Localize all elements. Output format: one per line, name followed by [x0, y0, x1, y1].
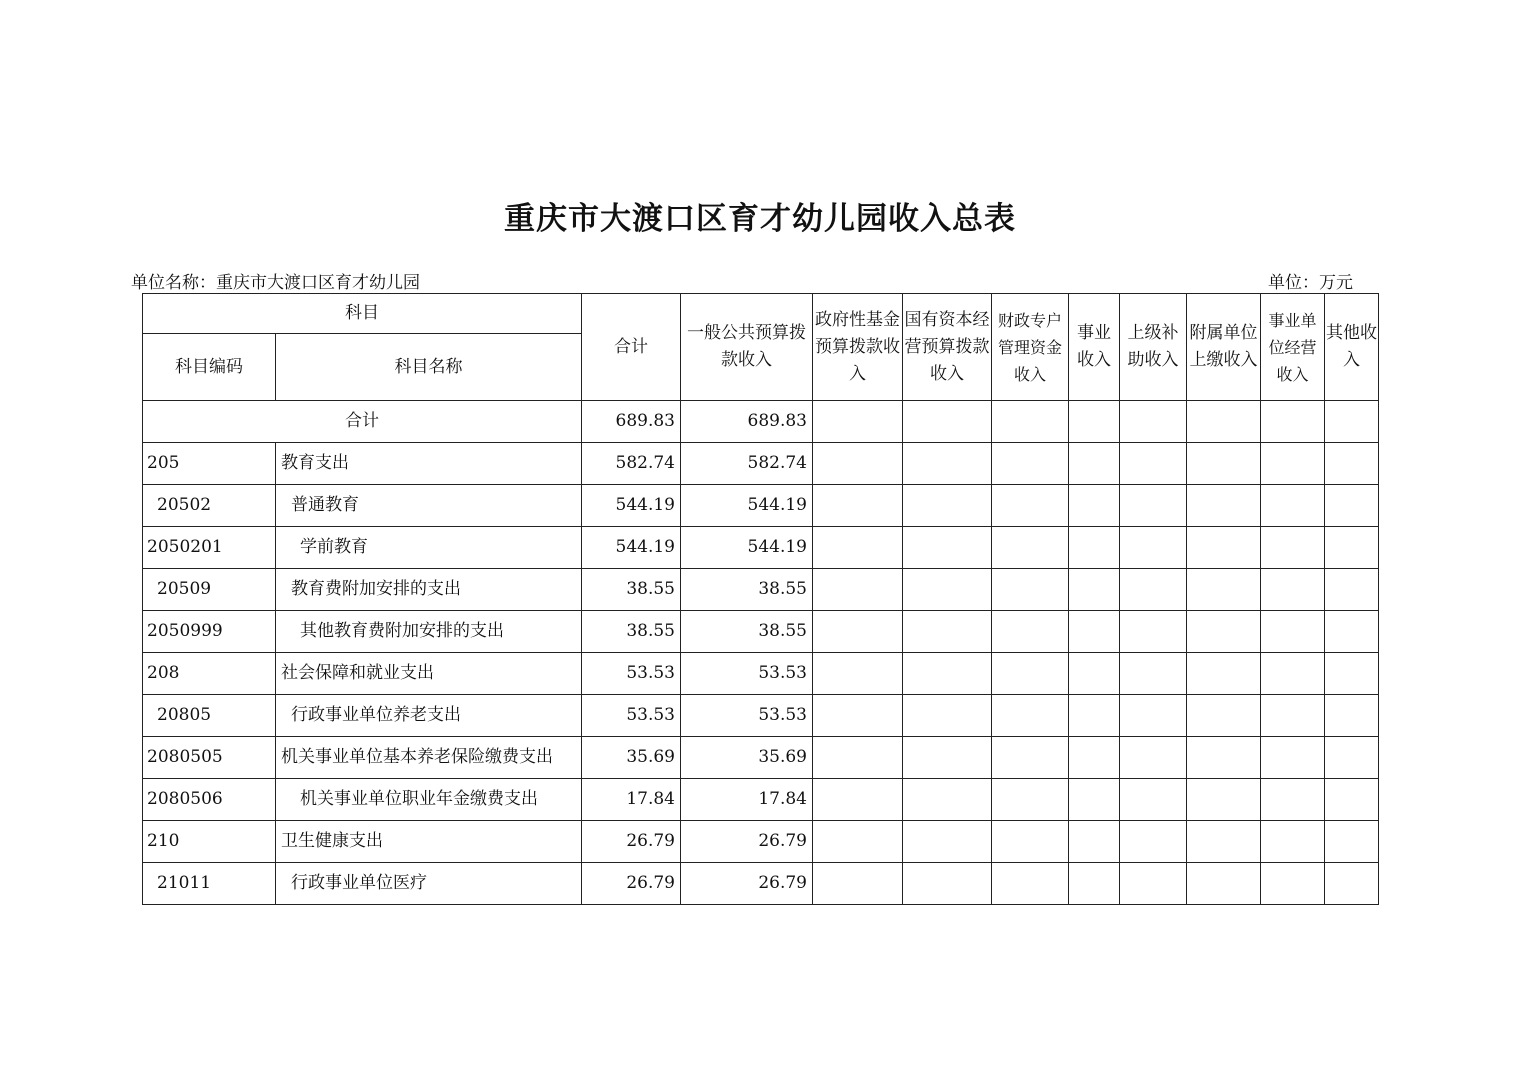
header-business-income: 事业收入	[1069, 294, 1120, 401]
empty-cell	[1120, 401, 1187, 443]
header-subject: 科目	[143, 294, 582, 334]
total-cell: 17.84	[582, 779, 681, 821]
subject-code-cell: 2080506	[143, 779, 276, 821]
subject-name-cell: 行政事业单位医疗	[276, 863, 582, 905]
empty-cell	[813, 443, 903, 485]
empty-cell	[1261, 779, 1325, 821]
empty-cell	[903, 653, 992, 695]
empty-cell	[1325, 779, 1379, 821]
empty-cell	[903, 737, 992, 779]
table-row	[143, 737, 1379, 779]
empty-cell	[1069, 569, 1120, 611]
empty-cell	[1069, 443, 1120, 485]
subject-name-cell: 普通教育	[276, 485, 582, 527]
empty-cell	[992, 443, 1069, 485]
empty-cell	[813, 527, 903, 569]
empty-cell	[903, 695, 992, 737]
empty-cell	[1120, 653, 1187, 695]
total-cell: 582.74	[582, 443, 681, 485]
empty-cell	[1187, 569, 1261, 611]
subject-name-cell: 教育支出	[276, 443, 582, 485]
table-row	[143, 527, 1379, 569]
subject-code-cell: 210	[143, 821, 276, 863]
total-cell: 35.69	[582, 737, 681, 779]
empty-cell	[1325, 527, 1379, 569]
header-general-budget: 一般公共预算拨款收入	[681, 294, 813, 401]
subject-code-cell: 20509	[143, 569, 276, 611]
empty-cell	[992, 779, 1069, 821]
empty-cell	[1187, 653, 1261, 695]
empty-cell	[992, 653, 1069, 695]
subject-name-cell: 机关事业单位基本养老保险缴费支出	[276, 737, 582, 779]
empty-cell	[903, 569, 992, 611]
general-budget-cell: 544.19	[681, 485, 813, 527]
empty-cell	[1120, 695, 1187, 737]
empty-cell	[1069, 863, 1120, 905]
subject-name-cell: 其他教育费附加安排的支出	[276, 611, 582, 653]
empty-cell	[1261, 737, 1325, 779]
empty-cell	[903, 863, 992, 905]
empty-cell	[1120, 737, 1187, 779]
table-row	[143, 443, 1379, 485]
empty-cell	[992, 569, 1069, 611]
header-fiscal-special: 财政专户管理资金收入	[992, 294, 1069, 401]
subject-code-cell: 208	[143, 653, 276, 695]
empty-cell	[992, 611, 1069, 653]
empty-cell	[1069, 779, 1120, 821]
unit-label: 单位：万元	[1268, 273, 1353, 293]
total-row-general-budget: 689.83	[681, 401, 813, 443]
empty-cell	[992, 485, 1069, 527]
total-cell: 26.79	[582, 863, 681, 905]
empty-cell	[903, 401, 992, 443]
subject-code-cell: 21011	[143, 863, 276, 905]
unit-name-label: 单位名称：重庆市大渡口区育才幼儿园	[131, 273, 420, 293]
general-budget-cell: 582.74	[681, 443, 813, 485]
empty-cell	[813, 569, 903, 611]
empty-cell	[903, 611, 992, 653]
empty-cell	[1187, 779, 1261, 821]
empty-cell	[813, 737, 903, 779]
header-subject-name: 科目名称	[276, 334, 582, 401]
empty-cell	[992, 401, 1069, 443]
empty-cell	[1325, 653, 1379, 695]
total-cell: 53.53	[582, 653, 681, 695]
header-affiliated-payment: 附属单位上缴收入	[1187, 294, 1261, 401]
general-budget-cell: 26.79	[681, 821, 813, 863]
empty-cell	[1120, 821, 1187, 863]
total-row-total: 689.83	[582, 401, 681, 443]
empty-cell	[1325, 401, 1379, 443]
general-budget-cell: 53.53	[681, 695, 813, 737]
subject-name-cell: 卫生健康支出	[276, 821, 582, 863]
page-title: 重庆市大渡口区育才幼儿园收入总表	[504, 201, 1016, 237]
empty-cell	[1069, 485, 1120, 527]
table-row	[143, 569, 1379, 611]
empty-cell	[1261, 653, 1325, 695]
header-subject-code: 科目编码	[143, 334, 276, 401]
general-budget-cell: 26.79	[681, 863, 813, 905]
header-business-operating: 事业单位经营收入	[1261, 294, 1325, 401]
empty-cell	[1120, 527, 1187, 569]
empty-cell	[1261, 443, 1325, 485]
empty-cell	[1069, 737, 1120, 779]
subject-code-cell: 20805	[143, 695, 276, 737]
table-row	[143, 863, 1379, 905]
empty-cell	[1120, 569, 1187, 611]
total-cell: 38.55	[582, 569, 681, 611]
empty-cell	[1325, 569, 1379, 611]
empty-cell	[1187, 527, 1261, 569]
empty-cell	[1069, 821, 1120, 863]
empty-cell	[1261, 401, 1325, 443]
subject-name-cell: 机关事业单位职业年金缴费支出	[276, 779, 582, 821]
subject-name-cell: 学前教育	[276, 527, 582, 569]
total-row-label: 合计	[143, 401, 582, 443]
empty-cell	[1325, 863, 1379, 905]
empty-cell	[1120, 611, 1187, 653]
empty-cell	[813, 611, 903, 653]
subject-code-cell: 205	[143, 443, 276, 485]
empty-cell	[1187, 737, 1261, 779]
header-state-capital: 国有资本经营预算拨款收入	[903, 294, 992, 401]
general-budget-cell: 38.55	[681, 611, 813, 653]
empty-cell	[1187, 485, 1261, 527]
empty-cell	[1325, 821, 1379, 863]
empty-cell	[1261, 485, 1325, 527]
empty-cell	[1261, 695, 1325, 737]
empty-cell	[813, 821, 903, 863]
header-superior-subsidy: 上级补助收入	[1120, 294, 1187, 401]
empty-cell	[992, 527, 1069, 569]
empty-cell	[992, 863, 1069, 905]
empty-cell	[1261, 569, 1325, 611]
header-other-income: 其他收入	[1325, 294, 1379, 401]
total-row	[143, 401, 1379, 443]
empty-cell	[1325, 485, 1379, 527]
table-row	[143, 485, 1379, 527]
empty-cell	[1069, 527, 1120, 569]
total-cell: 544.19	[582, 485, 681, 527]
empty-cell	[813, 653, 903, 695]
table-header	[143, 294, 1379, 401]
empty-cell	[1187, 695, 1261, 737]
total-cell: 26.79	[582, 821, 681, 863]
empty-cell	[813, 485, 903, 527]
empty-cell	[992, 695, 1069, 737]
general-budget-cell: 38.55	[681, 569, 813, 611]
subject-name-cell: 行政事业单位养老支出	[276, 695, 582, 737]
empty-cell	[1261, 821, 1325, 863]
empty-cell	[992, 821, 1069, 863]
empty-cell	[813, 779, 903, 821]
empty-cell	[1325, 611, 1379, 653]
empty-cell	[1120, 485, 1187, 527]
empty-cell	[1187, 443, 1261, 485]
empty-cell	[1325, 737, 1379, 779]
subject-code-cell: 20502	[143, 485, 276, 527]
general-budget-cell: 17.84	[681, 779, 813, 821]
empty-cell	[903, 779, 992, 821]
total-cell: 38.55	[582, 611, 681, 653]
table-row	[143, 611, 1379, 653]
empty-cell	[1069, 401, 1120, 443]
empty-cell	[1120, 863, 1187, 905]
empty-cell	[903, 443, 992, 485]
empty-cell	[1325, 443, 1379, 485]
header-gov-fund: 政府性基金预算拨款收入	[813, 294, 903, 401]
empty-cell	[1069, 611, 1120, 653]
table-row	[143, 653, 1379, 695]
empty-cell	[1120, 779, 1187, 821]
empty-cell	[1120, 443, 1187, 485]
table-row	[143, 779, 1379, 821]
general-budget-cell: 53.53	[681, 653, 813, 695]
subject-name-cell: 社会保障和就业支出	[276, 653, 582, 695]
total-cell: 544.19	[582, 527, 681, 569]
empty-cell	[1187, 611, 1261, 653]
empty-cell	[903, 527, 992, 569]
empty-cell	[813, 695, 903, 737]
income-summary-table	[142, 293, 1379, 905]
empty-cell	[1187, 821, 1261, 863]
subject-name-cell: 教育费附加安排的支出	[276, 569, 582, 611]
empty-cell	[1069, 695, 1120, 737]
subject-code-cell: 2050999	[143, 611, 276, 653]
empty-cell	[1261, 527, 1325, 569]
empty-cell	[813, 863, 903, 905]
empty-cell	[1069, 653, 1120, 695]
total-cell: 53.53	[582, 695, 681, 737]
empty-cell	[903, 485, 992, 527]
empty-cell	[903, 821, 992, 863]
empty-cell	[1187, 401, 1261, 443]
table-body	[143, 401, 1379, 905]
general-budget-cell: 544.19	[681, 527, 813, 569]
empty-cell	[1187, 863, 1261, 905]
general-budget-cell: 35.69	[681, 737, 813, 779]
subject-code-cell: 2080505	[143, 737, 276, 779]
empty-cell	[1325, 695, 1379, 737]
empty-cell	[813, 401, 903, 443]
empty-cell	[1261, 863, 1325, 905]
subject-code-cell: 2050201	[143, 527, 276, 569]
table-row	[143, 695, 1379, 737]
table-row	[143, 821, 1379, 863]
empty-cell	[992, 737, 1069, 779]
empty-cell	[1261, 611, 1325, 653]
header-total: 合计	[582, 294, 681, 401]
